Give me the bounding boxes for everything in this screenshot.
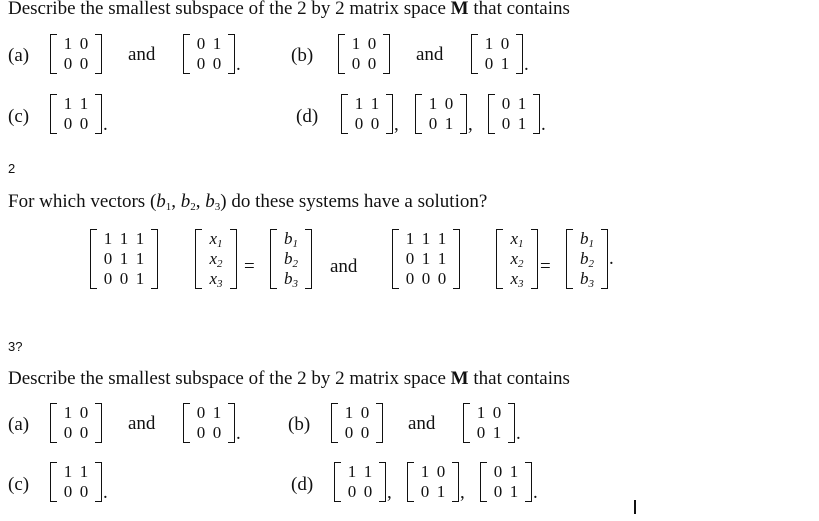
- cell: 1: [347, 462, 357, 481]
- q-comma: ,: [195, 191, 206, 212]
- system1-vector-b: [270, 229, 312, 289]
- item-c-matrix-1: [50, 462, 108, 502]
- cell: 1: [119, 249, 129, 268]
- item-b-and: and: [416, 44, 444, 65]
- cell: 0: [405, 249, 415, 268]
- cell: 1: [421, 249, 431, 268]
- q-sub: 2: [190, 201, 196, 213]
- cell: 0: [493, 482, 503, 501]
- text-cursor: [634, 500, 636, 514]
- cell: 1: [421, 229, 431, 248]
- b3: [580, 269, 594, 290]
- cell: 0: [196, 423, 206, 442]
- cell: 0: [351, 54, 361, 73]
- x-var: x: [510, 268, 519, 288]
- cell: 0: [420, 482, 430, 501]
- cell: 1: [363, 462, 373, 481]
- period: .: [541, 114, 546, 135]
- x2: [510, 249, 523, 270]
- cell: 1: [63, 403, 73, 422]
- cell: 0: [347, 482, 357, 501]
- sub: 1: [217, 237, 223, 250]
- cell: 0: [79, 34, 89, 53]
- x-var: x: [209, 248, 218, 268]
- cell: 0: [79, 114, 89, 133]
- item-b-label: (b): [291, 45, 314, 66]
- system-and: and: [330, 256, 358, 277]
- system2-equals: =: [540, 256, 551, 277]
- cell: 0: [476, 423, 486, 442]
- x2: [209, 249, 222, 270]
- cell: 0: [360, 423, 370, 442]
- cell: 0: [63, 114, 73, 133]
- cell: 1: [212, 403, 222, 422]
- sub: 1: [518, 237, 524, 250]
- period: .: [609, 248, 614, 269]
- cell: 1: [492, 423, 502, 442]
- b2: [580, 249, 594, 270]
- cell: 1: [351, 34, 361, 53]
- cell: 1: [420, 462, 430, 481]
- cell: 1: [509, 462, 519, 481]
- cell: 1: [405, 229, 415, 248]
- sub: 2: [292, 257, 298, 270]
- cell: 1: [344, 403, 354, 422]
- comma: ,: [387, 482, 392, 503]
- item-a-and: and: [128, 44, 156, 65]
- item-c-label: (c): [8, 474, 30, 495]
- cell: 0: [196, 403, 206, 422]
- heading-bold-m: M: [450, 368, 469, 389]
- cell: 0: [437, 269, 447, 288]
- cell: 1: [437, 229, 447, 248]
- cell: 0: [79, 403, 89, 422]
- cell: 1: [79, 462, 89, 481]
- sub: 1: [292, 237, 298, 250]
- cell: 1: [354, 94, 364, 113]
- period: .: [516, 423, 521, 444]
- item-a-label: (a): [8, 45, 30, 66]
- cell: 1: [63, 462, 73, 481]
- item-d-matrix-1: [334, 462, 392, 502]
- cell: 0: [484, 54, 494, 73]
- q-b: b: [156, 191, 166, 212]
- system2-matrix-A: [392, 229, 460, 289]
- cell: 0: [405, 269, 415, 288]
- q-text-end: ) do these systems have a solution?: [220, 191, 488, 212]
- comma: ,: [468, 114, 473, 135]
- cell: 0: [492, 403, 502, 422]
- problem3-heading: [8, 368, 570, 390]
- b-var: b: [284, 248, 293, 268]
- cell: 0: [436, 462, 446, 481]
- item-d-matrix-2: [407, 462, 465, 502]
- item-a-and: and: [128, 413, 156, 434]
- cell: 1: [63, 94, 73, 113]
- item-a-matrix-2: [183, 34, 241, 74]
- item-b-matrix-2: [471, 34, 529, 74]
- heading-text-end: that contains: [468, 0, 570, 19]
- period: .: [524, 54, 529, 75]
- cell: 0: [103, 269, 113, 288]
- heading-text: Describe the smallest subspace of the 2 by 2 matrix space: [8, 0, 451, 19]
- cell: 1: [444, 114, 454, 133]
- b2: [284, 249, 298, 270]
- cell: 1: [119, 229, 129, 248]
- item-b-label: (b): [288, 414, 311, 435]
- item-d-matrix-3: [480, 462, 538, 502]
- cell: 0: [79, 423, 89, 442]
- x3: [209, 269, 222, 290]
- system1-vector-x: [195, 229, 237, 289]
- cell: 1: [428, 94, 438, 113]
- cell: 0: [196, 54, 206, 73]
- system2-vector-b: [566, 229, 614, 289]
- cell: 0: [79, 54, 89, 73]
- sub: 3: [588, 277, 594, 290]
- sub: 3: [292, 277, 298, 290]
- cell: 0: [212, 54, 222, 73]
- b-var: b: [580, 268, 589, 288]
- cell: 1: [212, 34, 222, 53]
- period: .: [236, 423, 241, 444]
- q-comma: ,: [171, 191, 181, 212]
- cell: 1: [135, 229, 145, 248]
- cell: 0: [196, 34, 206, 53]
- comma: ,: [460, 482, 465, 503]
- comma: ,: [394, 114, 399, 135]
- item-a-label: (a): [8, 414, 30, 435]
- cell: 0: [421, 269, 431, 288]
- cell: 0: [500, 34, 510, 53]
- cell: 1: [135, 269, 145, 288]
- heading-text-end: that contains: [468, 368, 570, 389]
- b1: [284, 229, 298, 250]
- q-b: b: [205, 191, 215, 212]
- sub: 3: [217, 277, 223, 290]
- x-var: x: [510, 248, 519, 268]
- b-var: b: [580, 228, 589, 248]
- heading-text: Describe the smallest subspace of the 2 by 2 matrix space: [8, 368, 451, 389]
- x3: [510, 269, 523, 290]
- cell: 1: [63, 34, 73, 53]
- x1: [510, 229, 523, 250]
- x-var: x: [209, 268, 218, 288]
- system2-vector-x: [496, 229, 538, 289]
- x-var: x: [209, 228, 218, 248]
- item-b-matrix-1: [338, 34, 390, 74]
- cell: 0: [63, 482, 73, 501]
- cell: 0: [444, 94, 454, 113]
- cell: 0: [79, 482, 89, 501]
- b3: [284, 269, 298, 290]
- item-a-matrix-1: [50, 403, 102, 443]
- cell: 1: [370, 94, 380, 113]
- cell: 1: [79, 94, 89, 113]
- x-var: x: [510, 228, 519, 248]
- cell: 0: [360, 403, 370, 422]
- item-d-label: (d): [296, 106, 319, 127]
- problem2-question: [8, 191, 487, 213]
- sub: 2: [518, 257, 524, 270]
- cell: 0: [354, 114, 364, 133]
- cell: 1: [103, 229, 113, 248]
- cell: 0: [119, 269, 129, 288]
- cell: 0: [103, 249, 113, 268]
- cell: 0: [428, 114, 438, 133]
- x1: [209, 229, 222, 250]
- cell: 0: [63, 54, 73, 73]
- cell: 0: [370, 114, 380, 133]
- cell: 1: [135, 249, 145, 268]
- question-number-2: 2: [8, 161, 16, 176]
- heading-bold-m: M: [450, 0, 469, 19]
- b-var: b: [580, 248, 589, 268]
- cell: 1: [476, 403, 486, 422]
- cell: 1: [509, 482, 519, 501]
- item-d-matrix-1: [341, 94, 399, 134]
- question-number-3: 3?: [8, 339, 23, 354]
- cell: 0: [367, 34, 377, 53]
- period: .: [236, 54, 241, 75]
- b-var: b: [284, 268, 293, 288]
- cell: 0: [501, 94, 511, 113]
- cell: 1: [517, 114, 527, 133]
- item-b-matrix-1: [331, 403, 383, 443]
- period: .: [533, 482, 538, 503]
- cell: 0: [493, 462, 503, 481]
- item-c-label: (c): [8, 106, 30, 127]
- system1-matrix-A: [90, 229, 158, 289]
- cell: 1: [517, 94, 527, 113]
- item-d-matrix-3: [488, 94, 546, 134]
- cell: 0: [63, 423, 73, 442]
- period: .: [103, 114, 108, 135]
- q-sub: 1: [165, 201, 172, 213]
- b-var: b: [284, 228, 293, 248]
- sub: 3: [518, 277, 524, 290]
- cell: 1: [436, 482, 446, 501]
- cell: 0: [344, 423, 354, 442]
- problem1-heading: [8, 0, 570, 20]
- period: .: [103, 482, 108, 503]
- cell: 0: [367, 54, 377, 73]
- b1: [580, 229, 594, 250]
- cell: 0: [363, 482, 373, 501]
- cell: 1: [437, 249, 447, 268]
- item-d-label: (d): [291, 474, 314, 495]
- q-b: b: [180, 191, 191, 212]
- cell: 0: [501, 114, 511, 133]
- item-b-and: and: [408, 413, 436, 434]
- item-b-matrix-2: [463, 403, 521, 443]
- item-a-matrix-1: [50, 34, 102, 74]
- item-c-matrix-1: [50, 94, 108, 134]
- sub: 2: [588, 257, 594, 270]
- system1-equals: =: [244, 256, 255, 277]
- sub: 1: [588, 237, 594, 250]
- cell: 0: [212, 423, 222, 442]
- sub: 2: [217, 257, 223, 270]
- cell: 1: [500, 54, 510, 73]
- q-sub: 3: [214, 201, 221, 213]
- cell: 1: [484, 34, 494, 53]
- q-text: For which vectors (: [8, 191, 157, 212]
- item-a-matrix-2: [183, 403, 241, 443]
- item-d-matrix-2: [415, 94, 473, 134]
